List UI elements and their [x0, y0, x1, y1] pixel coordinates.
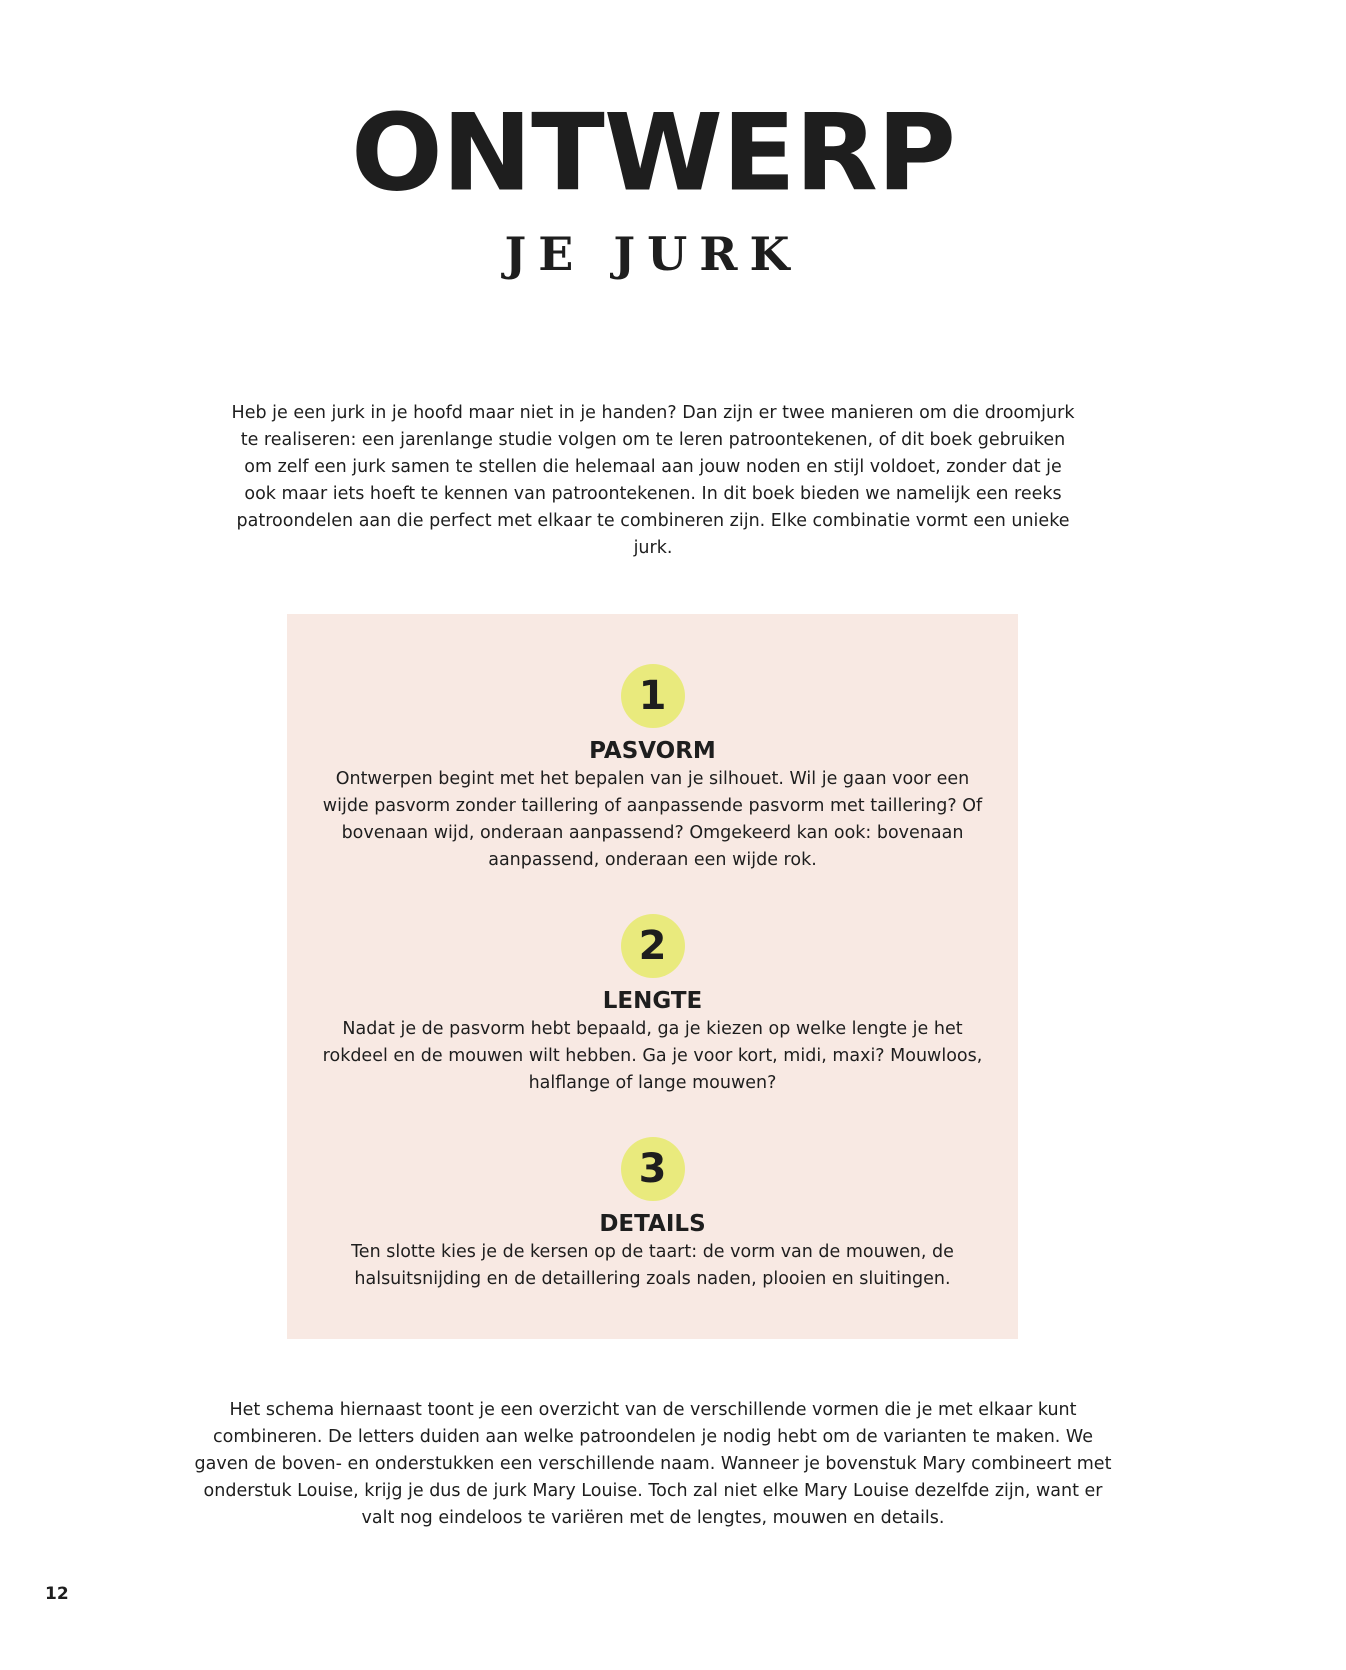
page-subtitle: JE JURK — [504, 227, 802, 281]
page-title: ONTWERP — [350, 92, 956, 215]
steps-panel — [287, 614, 1018, 1339]
step-number-badge: 3 — [621, 1137, 685, 1201]
step-description: Ten slotte kies je de kersen op de taart: de vorm van de mouwen, de halsuitsnijding en de detaillering zoals naden, plooien en sluitingen. — [351, 1242, 954, 1289]
step-lengte — [287, 914, 1018, 1097]
step-description: Nadat je de pasvorm hebt bepaald, ga je kiezen op welke lengte je het rokdeel en de mouwen wilt hebben. Ga je voor kort, midi, maxi? Mouwloos, halflange of lange mouwen? — [322, 1019, 983, 1093]
step-title: LENGTE — [602, 988, 703, 1014]
step-description: Ontwerpen begint met het bepalen van je silhouet. Wil je gaan voor een wijde pasvorm zonder taillering of aanpassende pasvorm met taillering? Of bovenaan wijd, onderaan aanpassend? Omgekeerd kan ook: bovenaan aanpassend, onderaan een wijde rok. — [322, 769, 983, 870]
step-details — [287, 1137, 1018, 1293]
step-number-badge: 1 — [621, 664, 685, 728]
page-number: 12 — [45, 1584, 69, 1604]
step-pasvorm — [287, 664, 1018, 874]
step-title: DETAILS — [599, 1211, 706, 1237]
step-number-badge: 2 — [621, 914, 685, 978]
step-title: PASVORM — [589, 738, 716, 764]
intro-paragraph: Heb je een jurk in je hoofd maar niet in je handen? Dan zijn er twee manieren om die droomjurk te realiseren: een jarenlange studie volgen om te leren patroontekenen, of dit boek gebruiken om zelf een jurk samen te stellen die helemaal aan jouw noden en stijl voldoet, zonder dat je ook maar iets hoeft te kennen van patroontekenen. In dit boek bieden we namelijk een reeks patroondelen aan die perfect met elkaar te combineren zijn. Elke combinatie vormt een unieke jurk. — [231, 403, 1075, 558]
outro-paragraph: Het schema hiernaast toont je een overzicht van de verschillende vormen die je met elkaar kunt combineren. De letters duiden aan welke patroondelen je nodig hebt om de varianten te maken. We gaven de boven- en onderstukken een verschillende naam. Wanneer je bovenstuk Mary combineert met onderstuk Louise, krijg je dus de jurk Mary Louise. Toch zal niet elke Mary Louise dezelfde zijn, want er valt nog eindeloos te variëren met de lengtes, mouwen en details. — [194, 1400, 1112, 1528]
